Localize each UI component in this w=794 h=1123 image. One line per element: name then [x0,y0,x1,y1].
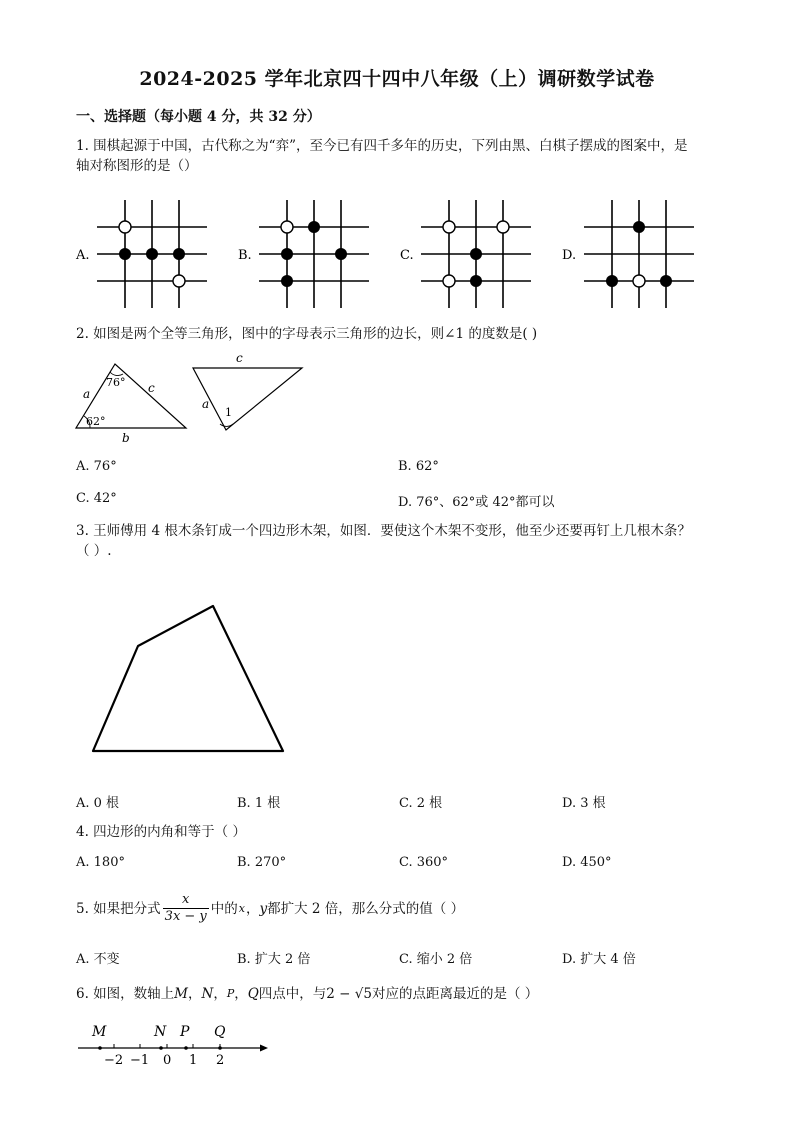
label-m: M [92,1024,107,1040]
side-a2-label: a [202,397,210,411]
q4-option-d[interactable]: D. 450° [562,855,612,870]
q5-numerator: x [182,892,190,907]
angle-62-label: 62° [86,415,106,428]
board-c [421,200,531,308]
point-p [184,1046,188,1050]
q5-option-d[interactable]: D. 扩大 4 倍 [562,952,636,967]
q5-option-c[interactable]: C. 缩小 2 倍 [399,952,473,967]
q1-go-boards [70,192,720,316]
q6-n: N [201,986,214,1002]
label-n: N [154,1024,167,1040]
board-a [97,200,207,308]
board-d [584,200,694,308]
q6-m: M [174,986,188,1002]
option-label-b: B. [238,248,252,263]
q2-congruent-triangles [70,350,320,450]
side-a-label: a [83,387,91,401]
q6-text-before: 6. 如图，数轴上 [76,986,175,1002]
question-3-text-line1: 3. 王师傅用 4 根木条钉成一个四边形木架，如图．要使这个木架不变形，他至少还要再钉上几根木条？ [76,523,691,539]
q5-text-after: 都扩大 2 倍，那么分式的值（ ） [267,900,465,917]
q6-text-mid: 四点中，与 [258,986,327,1002]
black-stone [119,248,131,260]
question-6: 6. 如图，数轴上 M ， N ， P ， Q 四点中，与 2 − √5 对应的点距离最近的是（ ） [76,986,539,1002]
board-b [259,200,369,308]
option-label-a: A. [76,248,90,263]
page-title: 2024-2025 学年北京四十四中八年级（上）调研数学试卷 [139,68,655,90]
q3-option-c[interactable]: C. 2 根 [399,796,443,811]
white-stone [173,275,185,287]
side-c2-label: c [236,351,243,365]
black-stone [281,248,293,260]
black-stone [660,275,672,287]
side-c-label: c [148,381,155,395]
q4-option-a[interactable]: A. 180° [76,855,125,870]
tick-2: 2 [216,1053,225,1068]
question-5 [76,892,726,925]
black-stone [470,275,482,287]
quadrilateral [93,606,283,751]
angle-1-label: 1 [225,406,232,419]
q6-text-after: 对应的点距离最近的是（ ） [371,986,539,1002]
q4-option-c[interactable]: C. 360° [399,855,449,870]
q3-option-d[interactable]: D. 3 根 [562,796,606,811]
tick-neg1: −1 [130,1053,150,1068]
white-stone [443,275,455,287]
q3-quadrilateral-frame [80,595,300,765]
question-2-text: 2. 如图是两个全等三角形，图中的字母表示三角形的边长，则∠1 的度数是( ) [76,326,538,342]
q2-option-c[interactable]: C. 42° [76,491,117,506]
triangle-2 [193,368,302,430]
q5-fraction [163,892,209,925]
q6-number-line [74,1020,274,1070]
q3-option-a[interactable]: A. 0 根 [76,796,120,811]
q2-option-d[interactable]: D. 76°、62°或 42°都可以 [398,495,555,510]
tick-1: 1 [189,1053,198,1068]
black-stone [281,275,293,287]
option-label-c: C. [400,248,414,263]
tick-neg2: −2 [104,1053,124,1068]
axis-arrow [260,1045,268,1052]
q5-var-x: x [238,901,245,915]
black-stone [146,248,158,260]
tick-0: 0 [163,1053,172,1068]
q5-option-a[interactable]: A. 不变 [76,952,120,967]
q5-text-mid: 中的 [210,900,238,917]
point-m [98,1046,102,1050]
white-stone [281,221,293,233]
q6-q: Q [247,986,259,1002]
q4-option-b[interactable]: B. 270° [237,855,287,870]
label-p: P [180,1024,190,1040]
q5-var-y: y [259,900,268,917]
section-heading: 一、选择题（每小题 4 分，共 32 分） [76,109,321,125]
q5-denominator: 3x − y [164,909,207,924]
q2-option-b[interactable]: B. 62° [398,459,439,474]
q5-option-b[interactable]: B. 扩大 2 倍 [237,952,311,967]
q6-expr: 2 − √5 [326,986,372,1002]
question-1-text-line2: 轴对称图形的是（） [76,158,198,174]
q5-text-before: 5. 如果把分式 [76,900,161,917]
label-q: Q [214,1024,226,1040]
white-stone [497,221,509,233]
point-n [159,1046,163,1050]
black-stone [308,221,320,233]
angle-76-label: 76° [106,376,126,389]
question-1-text-line1: 1. 围棋起源于中国，古代称之为“弈”，至今已有四千多年的历史，下列由黑、白棋子摆成的图案中，是 [76,138,688,154]
black-stone [633,221,645,233]
question-1 [76,136,726,176]
side-b-label: b [122,431,130,445]
question-4-text: 4. 四边形的内角和等于（ ） [76,824,246,840]
option-label-d: D. [562,248,577,263]
point-q [218,1046,222,1050]
q3-option-b[interactable]: B. 1 根 [237,796,281,811]
white-stone [119,221,131,233]
white-stone [443,221,455,233]
q2-option-a[interactable]: A. 76° [76,459,117,474]
black-stone [335,248,347,260]
q6-p: P [226,987,235,1000]
question-3-text-line2: （ ）. [76,543,112,559]
question-3 [76,521,726,561]
black-stone [606,275,618,287]
black-stone [173,248,185,260]
q5-sep: ， [246,900,260,917]
white-stone [633,275,645,287]
black-stone [470,248,482,260]
